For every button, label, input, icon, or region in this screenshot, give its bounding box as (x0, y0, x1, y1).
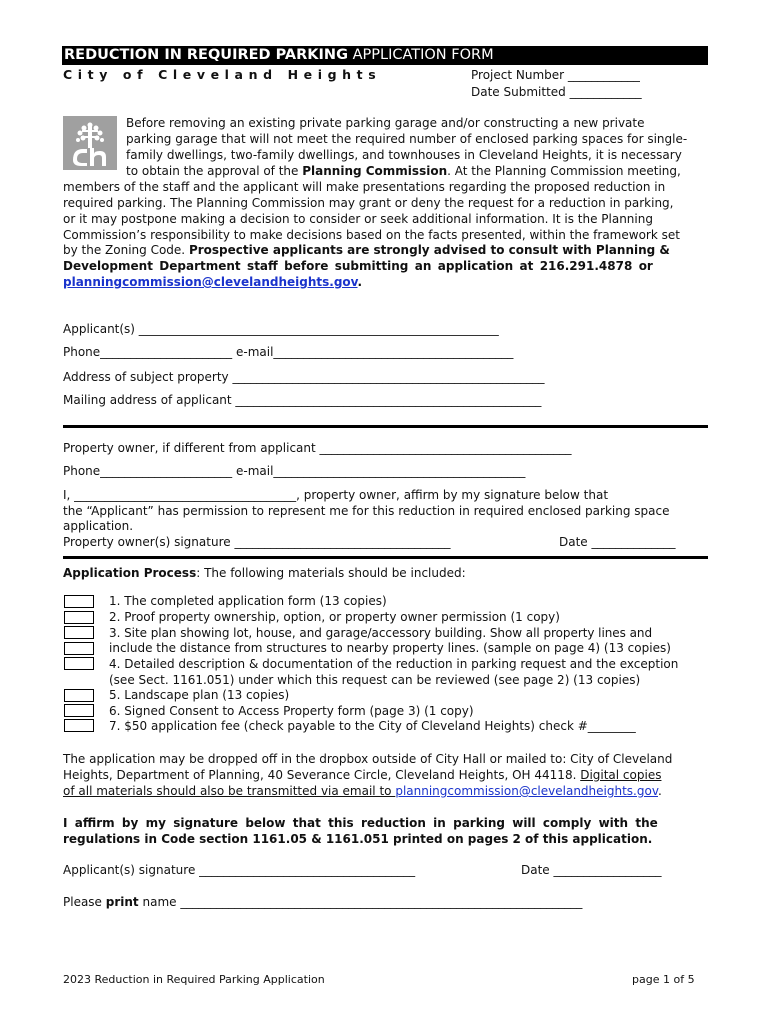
dropoff-email-link[interactable]: planningcommission@clevelandheights.gov (395, 784, 658, 798)
application-process-heading (63, 566, 466, 581)
date-submitted-field[interactable]: Date Submitted ____________ (471, 85, 642, 99)
footer-title: 2023 Reduction in Required Parking Application (63, 973, 325, 986)
affirm-line-2: regulations in Code section 1161.05 & 1161.051 printed on pages 2 of this application. (63, 832, 653, 846)
intro-line-3: family dwellings, two-family dwellings, and townhouses in Cleveland Heights, it is necessary (126, 148, 682, 162)
print-name-field[interactable] (63, 895, 582, 910)
checkbox-item-2[interactable] (64, 611, 94, 624)
form-title-bold: REDUCTION IN REQUIRED PARKING (64, 47, 348, 63)
checkbox-item-1[interactable] (64, 595, 94, 608)
intro-line-2: parking garage that will not meet the required number of enclosed parking spaces for single- (126, 132, 688, 146)
dropoff-line-3 (63, 784, 662, 800)
process-item-5: 5. Landscape plan (13 copies) (109, 688, 290, 702)
section-divider-2 (63, 556, 708, 559)
intro-line-7: or it may postpone making a decision to consider or seek additional information. It is the Planning (63, 212, 653, 226)
intro-line-9 (63, 243, 670, 259)
planning-commission-bold: Planning Commission (302, 164, 448, 178)
dropoff-line-1: The application may be dropped off in the dropbox outside of City Hall or mailed to: City of Cleveland (63, 752, 673, 766)
owner-affirm-line-1[interactable]: I, _____________________________________, property owner, affirm by my signature below that (63, 488, 609, 502)
planning-email-link[interactable]: planningcommission@clevelandheights.gov (63, 275, 358, 289)
print-name-c: name ___________________________________________________________________ (138, 895, 583, 909)
project-number-field[interactable]: Project Number ____________ (471, 68, 640, 82)
owner-signature-field[interactable]: Property owner(s) signature ____________________________________ (63, 535, 451, 549)
form-title-bar (62, 46, 708, 65)
intro-line-5: members of the staff and the applicant will make presentations regarding the proposed reduction in (63, 180, 666, 194)
intro-line-4c: . At the Planning Commission meeting, (447, 164, 681, 178)
intro-line-9a: by the Zoning Code. (63, 243, 189, 257)
city-name: City of Cleveland Heights (63, 67, 382, 82)
applicant-signature-field[interactable]: Applicant(s) signature ____________________________________ (63, 863, 416, 877)
intro-line-6: required parking. The Planning Commission may grant or deny the request for a reduction in parking, (63, 196, 674, 210)
section-divider-1 (63, 425, 708, 428)
intro-line-4a: to obtain the approval of the (126, 164, 303, 178)
subject-address-field[interactable]: Address of subject property ____________________________________________________ (63, 370, 545, 384)
process-item-3-cont: include the distance from structures to nearby property lines. (sample on page 4) (13 copies) (109, 641, 671, 655)
dropoff-line-2a: Heights, Department of Planning, 40 Severance Circle, Cleveland Heights, OH 44118. (63, 768, 581, 782)
intro-line-11 (63, 275, 362, 291)
tree-ch-logo-icon (63, 116, 117, 170)
checkbox-item-5[interactable] (64, 689, 94, 702)
form-title-rest: APPLICATION FORM (347, 47, 494, 63)
property-owner-field[interactable]: Property owner, if different from applicant __________________________________________ (63, 441, 572, 455)
owner-phone-email-field[interactable]: Phone______________________ e-mail__________________________________________ (63, 464, 526, 478)
applicant-phone-email-field[interactable]: Phone______________________ e-mail________________________________________ (63, 345, 514, 359)
dropoff-line-2 (63, 768, 661, 784)
process-item-4-cont: (see Sect. 1161.051) under which this request can be reviewed (see page 2) (13 copies) (109, 673, 641, 687)
application-process-rest: : The following materials should be included: (196, 566, 466, 580)
print-name-a: Please (63, 895, 106, 909)
intro-period: . (357, 275, 363, 289)
print-bold: print (105, 895, 139, 909)
checkbox-item-7[interactable] (64, 719, 94, 732)
intro-line-10: Development Department staff before submitting an application at 216.291.4878 or (63, 259, 653, 273)
checkbox-item-3[interactable] (64, 626, 94, 639)
checkbox-item-3b[interactable] (64, 642, 94, 655)
checkbox-item-6[interactable] (64, 704, 94, 717)
intro-line-4 (126, 164, 681, 180)
owner-affirm-line-2: the “Applicant” has permission to represent me for this reduction in required enclosed parking space (63, 504, 670, 518)
intro-line-8: Commission’s responsibility to make decisions based on the facts presented, within the framework set (63, 228, 680, 242)
applicant-date-field[interactable]: Date __________________ (521, 863, 662, 877)
process-item-6: 6. Signed Consent to Access Property form (page 3) (1 copy) (109, 704, 474, 718)
advice-bold: Prospective applicants are strongly advised to consult with Planning & (188, 243, 670, 257)
project-info (471, 67, 642, 101)
process-item-4: 4. Detailed description & documentation of the reduction in parking request and the exception (109, 657, 679, 671)
application-process-bold: Application Process (63, 566, 197, 580)
owner-date-field[interactable]: Date ______________ (559, 535, 676, 549)
affirm-line-1: I affirm by my signature below that this reduction in parking will comply with the (63, 816, 658, 830)
process-item-2: 2. Proof property ownership, option, or property owner permission (1 copy) (109, 610, 560, 624)
intro-line-1: Before removing an existing private parking garage and/or constructing a new private (126, 116, 645, 130)
process-item-1: 1. The completed application form (13 copies) (109, 594, 387, 608)
page-number: page 1 of 5 (632, 973, 695, 986)
process-item-3: 3. Site plan showing lot, house, and garage/accessory building. Show all property lines and (109, 626, 653, 640)
mailing-address-field[interactable]: Mailing address of applicant ___________________________________________________ (63, 393, 542, 407)
digital-copies-underlined: Digital copies (580, 768, 662, 782)
dropoff-period: . (658, 784, 662, 798)
dropoff-line-3a: of all materials should also be transmitted via email to (63, 784, 396, 798)
process-item-7[interactable]: 7. $50 application fee (check payable to the City of Cleveland Heights) check #________ (109, 719, 636, 733)
applicants-field[interactable]: Applicant(s) ____________________________________________________________ (63, 322, 499, 336)
checkbox-item-4[interactable] (64, 657, 94, 670)
owner-affirm-line-3: application. (63, 519, 134, 533)
